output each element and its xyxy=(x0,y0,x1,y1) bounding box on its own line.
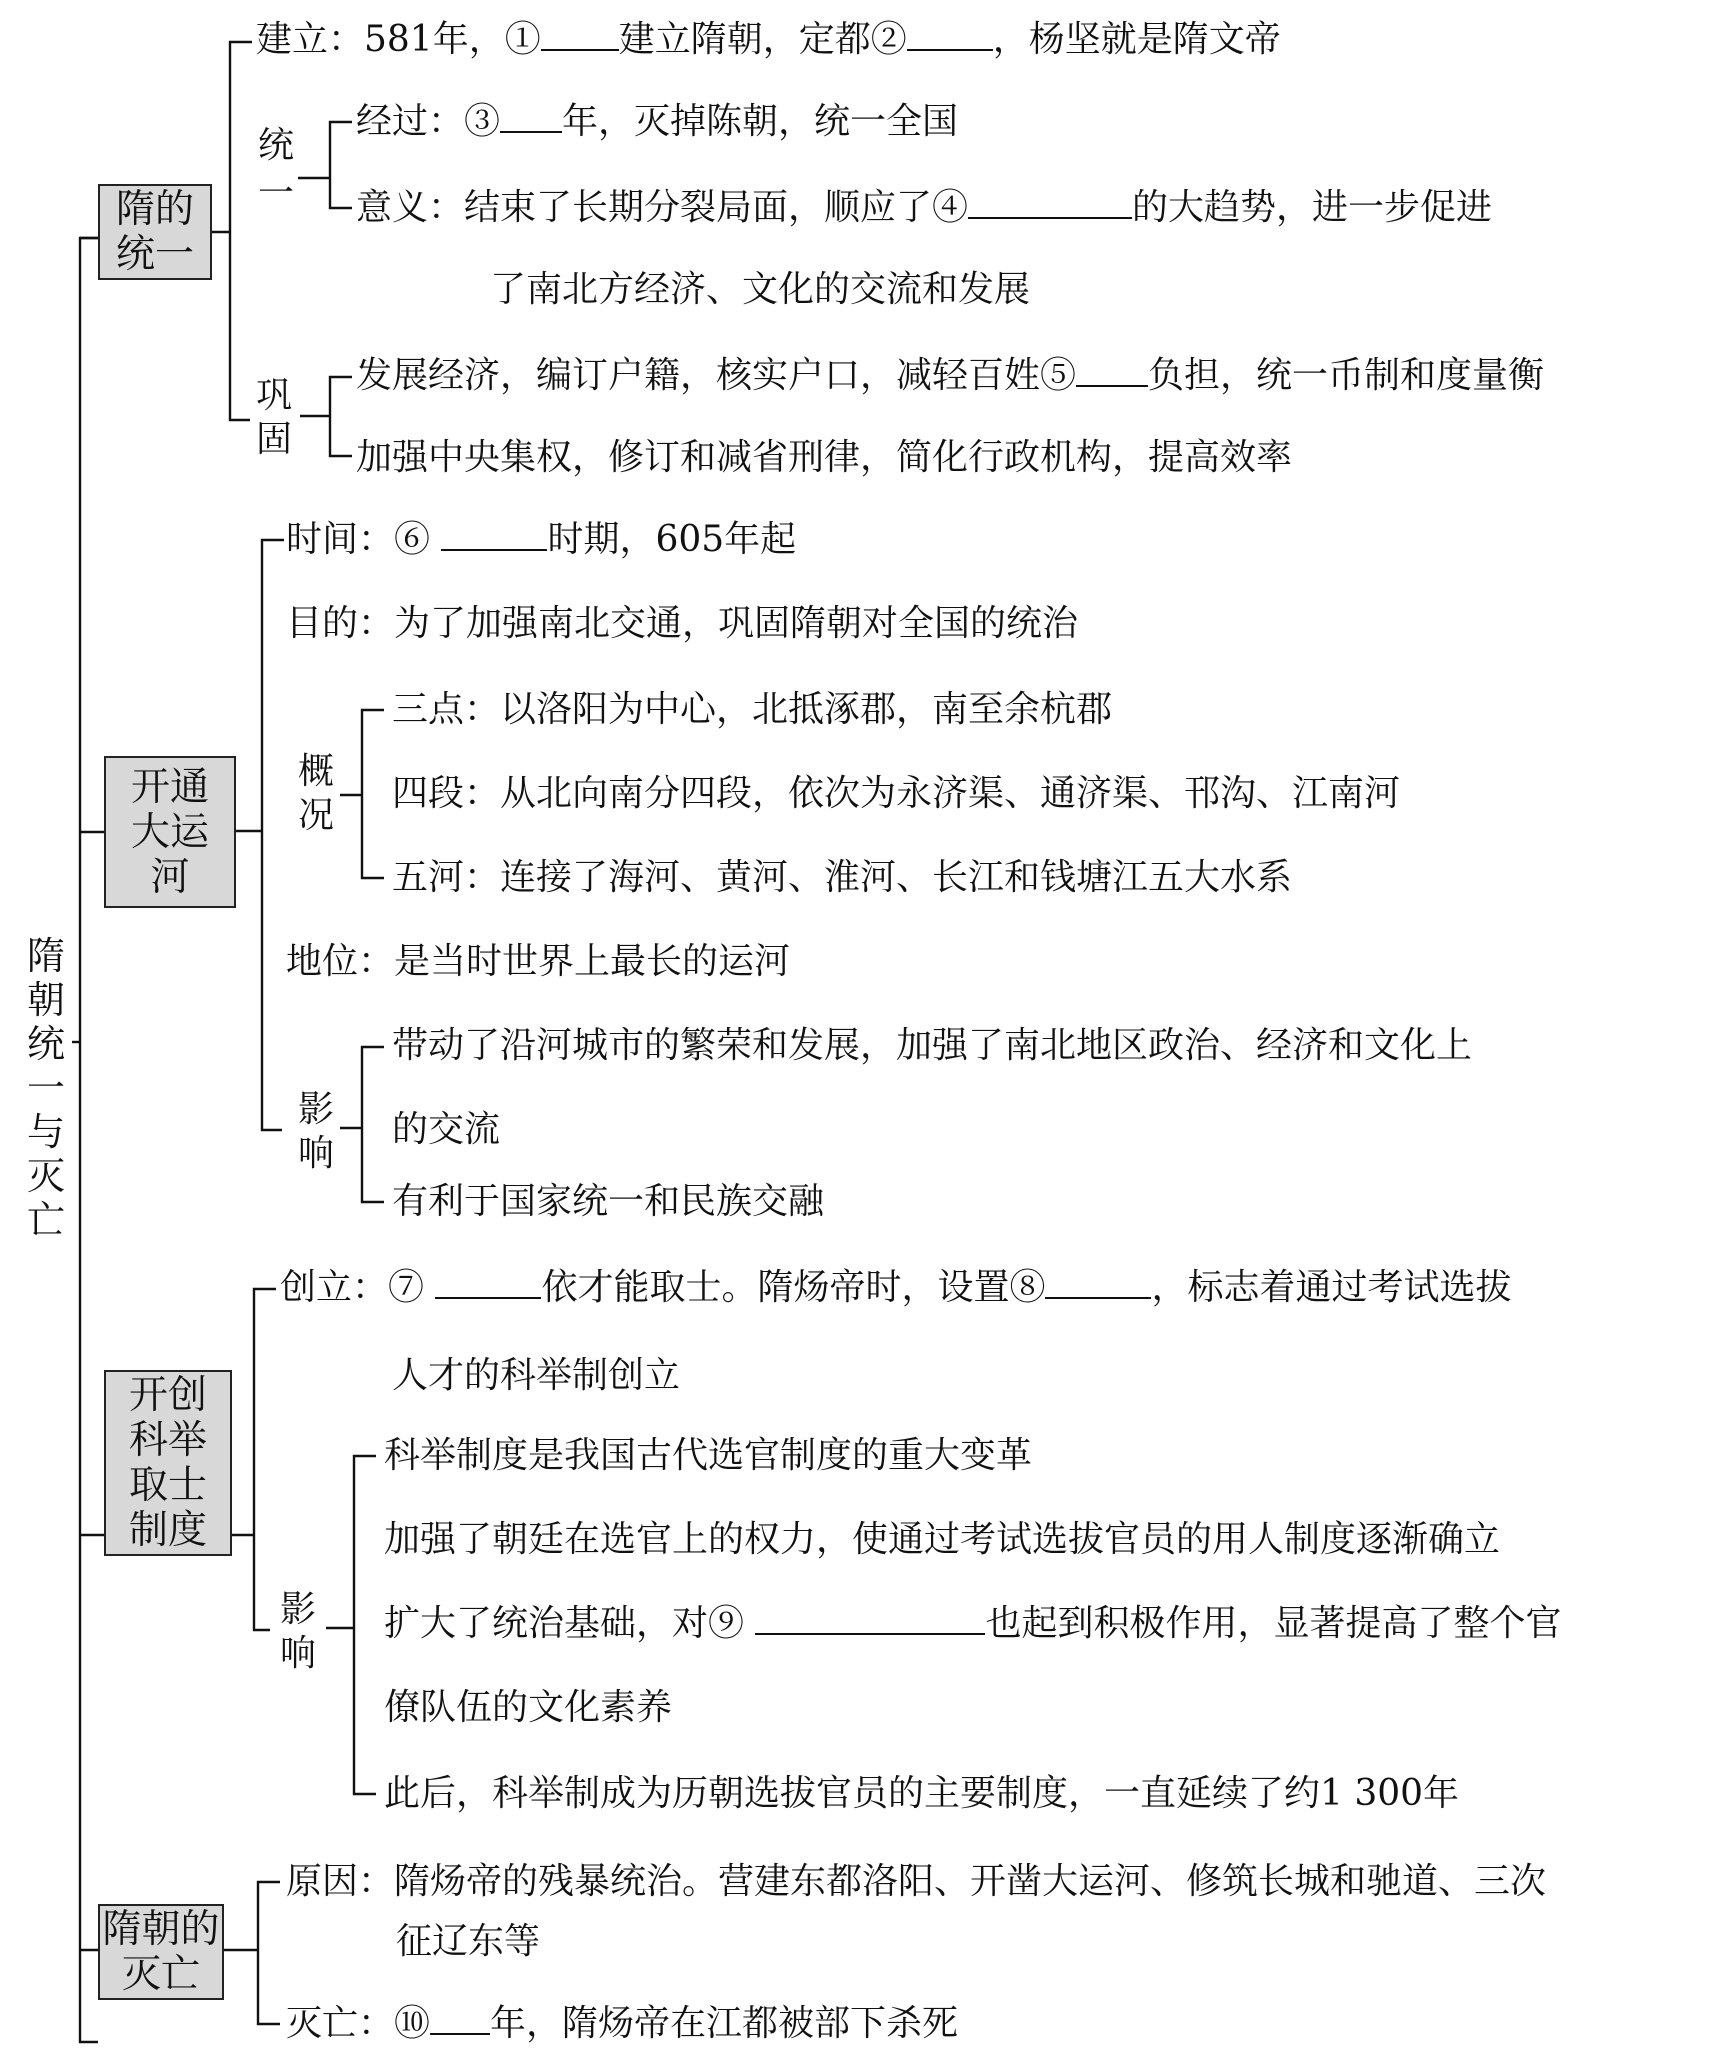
section-box-grand-canal: 开通大运河 xyxy=(104,756,236,908)
canal-purpose-line: 目的：为了加强南北交通，巩固隋朝对全国的统治 xyxy=(286,603,1079,644)
canal-impact-2: 有利于国家统一和民族交融 xyxy=(392,1181,825,1222)
canal-three-points: 三点：以洛阳为中心，北抵涿郡，南至余杭郡 xyxy=(392,689,1113,730)
blank-8[interactable] xyxy=(1045,1267,1151,1299)
exam-impact-2: 加强了朝廷在选官上的权力，使通过考试选拔官员的用人制度逐渐确立 xyxy=(384,1519,1501,1560)
unify-meaning-line-2: 了南北方经济、文化的交流和发展 xyxy=(490,269,1031,310)
unify-pass-line: 经过：③ 年，灭掉陈朝，统一全国 xyxy=(356,101,959,142)
section-box-imperial-exam: 开创科举取士制度 xyxy=(104,1370,232,1556)
canal-four-segments: 四段：从北向南分四段，依次为永济渠、通济渠、邗沟、江南河 xyxy=(392,773,1401,814)
section-box-sui-fall: 隋朝的灭亡 xyxy=(98,1904,224,2000)
root-title: 隋朝统一与灭亡 xyxy=(26,934,65,1242)
exam-found-line-2: 人才的科举制创立 xyxy=(392,1355,681,1396)
establish-line: 建立：581年，① 建立隋朝，定都② ，杨坚就是隋文帝 xyxy=(256,19,1281,60)
exam-impact-4: 此后，科举制成为历朝选拔官员的主要制度，一直延续了约1 300年 xyxy=(384,1773,1460,1814)
blank-10[interactable] xyxy=(430,2003,490,2035)
unify-meaning-line: 意义：结束了长期分裂局面，顺应了④ 的大趋势，进一步促进 xyxy=(356,187,1493,228)
canal-status-line: 地位：是当时世界上最长的运河 xyxy=(286,941,791,982)
blank-3[interactable] xyxy=(500,101,562,133)
label-canal-impact: 影响 xyxy=(298,1089,335,1174)
canal-five-rivers: 五河：连接了海河、黄河、淮河、长江和钱塘江五大水系 xyxy=(392,857,1293,898)
consolidate-line-1: 发展经济，编订户籍，核实户口，减轻百姓⑤ 负担，统一币制和度量衡 xyxy=(356,355,1545,396)
exam-impact-3: 扩大了统治基础，对⑨ 也起到积极作用，显著提高了整个官 xyxy=(384,1603,1562,1644)
canal-time-line: 时间：⑥ 时期，605年起 xyxy=(286,519,797,560)
root-spine xyxy=(80,238,98,2042)
blank-6[interactable] xyxy=(441,519,547,551)
blank-9[interactable] xyxy=(755,1603,985,1635)
fall-cause-line-2: 征辽东等 xyxy=(396,1921,541,1962)
blank-5[interactable] xyxy=(1076,355,1148,387)
blank-7[interactable] xyxy=(435,1267,541,1299)
exam-found-line: 创立：⑦ 依才能取士。隋炀帝时，设置⑧ ，标志着通过考试选拔 xyxy=(280,1267,1512,1308)
section-box-sui-unification: 隋的统一 xyxy=(98,184,212,280)
label-exam-impact: 影响 xyxy=(280,1589,317,1674)
blank-4[interactable] xyxy=(968,187,1132,219)
fall-line: 灭亡：⑩ 年，隋炀帝在江都被部下杀死 xyxy=(286,2003,959,2044)
label-consolidate: 巩固 xyxy=(256,375,293,460)
fall-cause-line: 原因：隋炀帝的残暴统治。营建东都洛阳、开凿大运河、修筑长城和驰道、三次 xyxy=(286,1861,1547,1902)
label-unify: 统一 xyxy=(258,125,295,214)
exam-impact-1: 科举制度是我国古代选官制度的重大变革 xyxy=(384,1435,1033,1476)
canal-impact-1: 带动了沿河城市的繁荣和发展，加强了南北地区政治、经济和文化上 xyxy=(392,1025,1473,1066)
blank-1[interactable] xyxy=(541,19,619,51)
consolidate-line-2: 加强中央集权，修订和减省刑律，简化行政机构，提高效率 xyxy=(356,437,1293,478)
canal-impact-1b: 的交流 xyxy=(392,1109,501,1150)
blank-2[interactable] xyxy=(907,19,993,51)
label-overview: 概况 xyxy=(298,751,335,836)
exam-impact-3b: 僚队伍的文化素养 xyxy=(384,1687,673,1728)
